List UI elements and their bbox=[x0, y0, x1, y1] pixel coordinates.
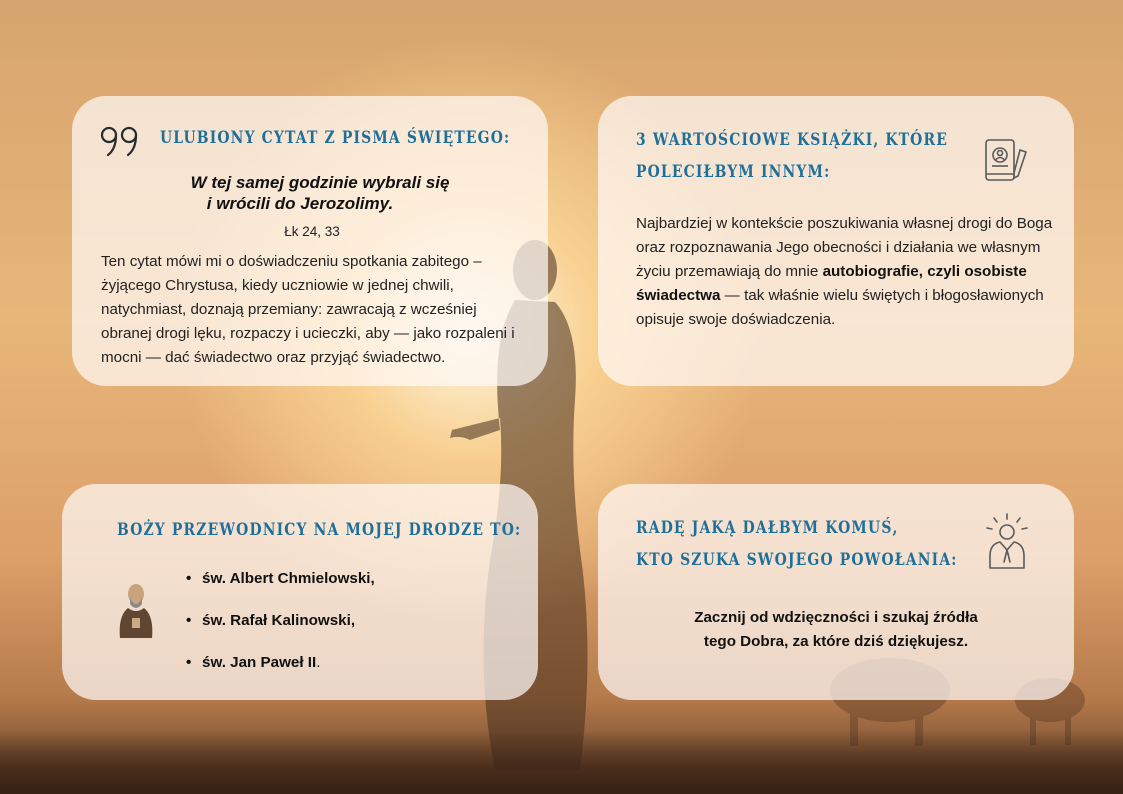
quote-icon bbox=[99, 124, 143, 160]
books-text-outro: — tak właśnie wielu świętych i błogosławionych opisuje swoje doświadczenia. bbox=[636, 287, 1044, 328]
books-title-line-1: 3 WARTOŚCIOWE KSIĄŻKI, KTÓRE bbox=[636, 130, 948, 150]
books-text-highlight: autobiografie, czyli osobiste świadectwa bbox=[636, 263, 1027, 304]
favorite-quote-title: ULUBIONY CYTAT Z PISMA ŚWIĘTEGO: bbox=[160, 128, 511, 148]
saint-name: św. Rafał Kalinowski, bbox=[202, 612, 356, 629]
advice-line-2: tego Dobra, za które dziś dziękujesz. bbox=[703, 633, 969, 650]
saint-item bbox=[186, 652, 375, 694]
saint-name: św. Albert Chmielowski, bbox=[202, 570, 375, 587]
saint-portrait bbox=[114, 580, 158, 638]
saint-suffix: . bbox=[316, 654, 321, 671]
verse-line-2: i wrócili do Jerozolimy. bbox=[206, 194, 394, 213]
saint-item bbox=[186, 610, 375, 652]
advice-title-line-1: RADĘ JAKĄ DAŁBYM KOMUŚ, bbox=[636, 518, 899, 538]
books-title-line-2: POLECIŁBYM INNYM: bbox=[636, 162, 831, 182]
praying-person-icon bbox=[982, 512, 1032, 572]
book-icon bbox=[982, 136, 1030, 186]
books-text bbox=[636, 212, 1056, 332]
books-text-intro: Najbardziej w kontekście poszukiwania własnej drogi do Boga oraz rozpoznawania Jego obecności i działania we własnym życiu przemawiają do mnie bbox=[636, 215, 1053, 280]
verse-line-1: W tej samej godzinie wybrali się bbox=[190, 173, 450, 192]
advice-title-line-2: KTO SZUKA SWOJEGO POWOŁANIA: bbox=[636, 550, 958, 570]
advice-line-1: Zacznij od wdzięczności i szukaj źródła bbox=[694, 609, 978, 626]
background-ground bbox=[0, 730, 1123, 794]
saint-item bbox=[186, 568, 375, 610]
guides-title: BOŻY PRZEWODNICY NA MOJEJ DRODZE TO: bbox=[117, 520, 522, 540]
verse-reference: Łk 24, 33 bbox=[284, 224, 340, 239]
saint-name: św. Jan Paweł II bbox=[202, 654, 317, 671]
saints-list bbox=[186, 568, 375, 694]
quote-explanation: Ten cytat mówi mi o doświadczeniu spotkania zabitego – żyjącego Chrystusa, kiedy uczniowie w jednej chwili, natychmiast, doznają przemiany: zawracają z wcześniej obranej drogi lęku, rozpaczy i ucieczki, aby — jako rozpaleni i mocni — dać świadectwo oraz przyjąć świadectwo. bbox=[101, 253, 515, 366]
